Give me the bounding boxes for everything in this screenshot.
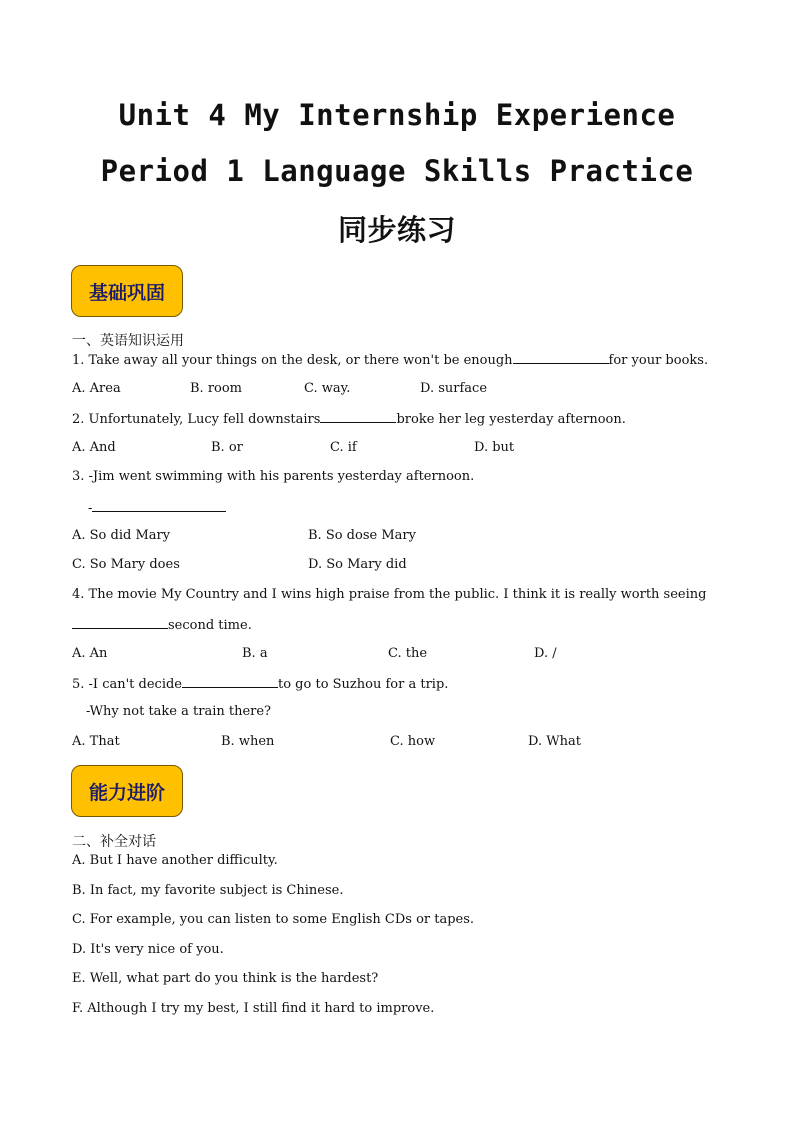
question-4-text-end: second time.	[168, 618, 252, 633]
page-title-chinese: 同步练习	[337, 213, 456, 247]
q4-option-c: C. the	[388, 646, 428, 661]
q2-option-c: C. if	[330, 440, 357, 455]
question-2-text-end: broke her leg yesterday afternoon.	[396, 412, 626, 427]
question-5-response: -Why not take a train there?	[86, 704, 272, 719]
q5-option-c: C. how	[390, 734, 436, 749]
answer-blank	[320, 410, 396, 423]
dialogue-option-c: C. For example, you can listen to some English CDs or tapes.	[72, 912, 475, 927]
question-3-response	[88, 499, 226, 517]
question-3: 3. -Jim went swimming with his parents yesterday afternoon.	[72, 469, 475, 484]
question-1-text-end: for your books.	[608, 353, 709, 368]
dialogue-option-f: F. Although I try my best, I still find it hard to improve.	[72, 1001, 435, 1016]
q1-option-a: A. Area	[72, 381, 121, 396]
dialogue-option-d: D. It's very nice of you.	[72, 942, 224, 957]
q5-option-d: D. What	[528, 734, 581, 749]
question-1-text: 1. Take away all your things on the desk, or there won't be enough	[72, 353, 513, 368]
question-4: 4. The movie My Country and I wins high praise from the public. I think it is really worth seeing	[72, 587, 707, 602]
q4-option-b: B. a	[242, 646, 268, 661]
question-5	[72, 675, 448, 693]
q1-option-b: B. room	[190, 381, 243, 396]
answer-blank	[72, 616, 168, 629]
section-heading-english-knowledge: 一、英语知识运用	[72, 333, 184, 349]
q3-option-d: D. So Mary did	[308, 557, 407, 572]
page-subtitle: Period 1 Language Skills Practice	[100, 154, 694, 188]
question-5-text: 5. -I can't decide	[72, 677, 182, 692]
answer-blank	[513, 351, 609, 364]
dialogue-option-e: E. Well, what part do you think is the hardest?	[72, 971, 379, 986]
q5-option-b: B. when	[221, 734, 275, 749]
page-title: Unit 4 My Internship Experience	[118, 98, 676, 132]
section-badge-advanced: 能力进阶	[71, 765, 183, 817]
question-2	[72, 410, 626, 428]
q3-option-a: A. So did Mary	[72, 528, 171, 543]
section-badge-basic: 基础巩固	[71, 265, 183, 317]
q2-option-d: D. but	[474, 440, 515, 455]
section-heading-complete-dialogue: 二、补全对话	[72, 834, 156, 850]
q5-option-a: A. That	[72, 734, 120, 749]
q1-option-c: C. way.	[304, 381, 351, 396]
dialogue-option-b: B. In fact, my favorite subject is Chinese.	[72, 883, 344, 898]
question-4-line-2	[72, 616, 252, 634]
answer-blank	[92, 499, 226, 512]
dialogue-option-a: A. But I have another difficulty.	[72, 853, 278, 868]
question-5-text-end: to go to Suzhou for a trip.	[278, 677, 449, 692]
q1-option-d: D. surface	[420, 381, 488, 396]
question-1	[72, 351, 708, 369]
q3-option-b: B. So dose Mary	[308, 528, 416, 543]
q2-option-b: B. or	[211, 440, 243, 455]
question-3-dash: -	[88, 501, 93, 516]
q4-option-d: D. /	[534, 646, 557, 661]
question-2-text: 2. Unfortunately, Lucy fell downstairs	[72, 412, 321, 427]
q4-option-a: A. An	[72, 646, 108, 661]
answer-blank	[182, 675, 278, 688]
q2-option-a: A. And	[72, 440, 116, 455]
q3-option-c: C. So Mary does	[72, 557, 180, 572]
